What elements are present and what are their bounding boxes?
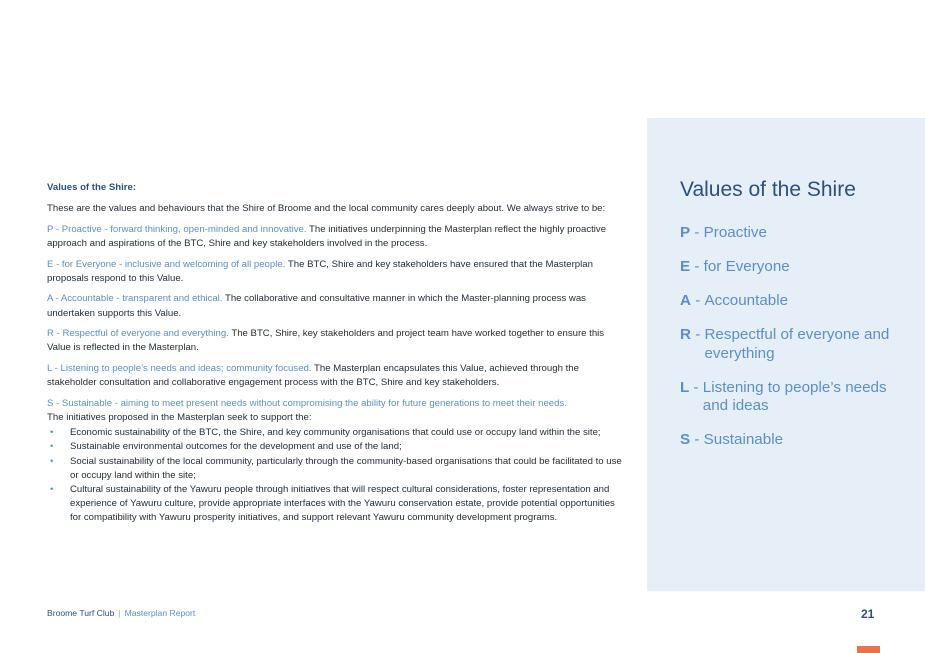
- page-number: 21: [861, 607, 875, 621]
- sidebar-item-everyone: [680, 258, 910, 277]
- value-label: for Everyone: [703, 258, 790, 275]
- value-separator: -: [690, 258, 704, 275]
- list-item: [47, 483, 622, 526]
- value-paragraph-a: [47, 292, 622, 320]
- value-separator: -: [690, 292, 705, 309]
- bullet-icon: •: [50, 455, 54, 467]
- value-separator: -: [690, 431, 704, 448]
- sidebar-value-list: [680, 224, 910, 465]
- list-item-text: Cultural sustainability of the Yawuru people through initiatives that will respect cultural considerations, foster representation and experience of Yawuru culture, provide appropriate interfaces with the Yawuru conservation estate, provide potential opportunities for compatibility with Yawuru prosperity initiatives, and support relevant Yawuru community development programs.: [70, 484, 615, 524]
- sustainability-list: [47, 426, 622, 525]
- value-label: Proactive: [703, 224, 767, 241]
- value-label: Listening to people’s needs and ideas: [702, 378, 887, 414]
- sidebar-item-sustainable: [680, 431, 910, 450]
- sidebar-item-accountable: [680, 292, 910, 311]
- value-text-p: The initiatives underpinning the Masterplan reflect the highly proactive approach and aspirations of the BTC, Shire and key stakeholders involved in the process.: [47, 223, 607, 249]
- main-content: [47, 181, 622, 526]
- list-item-text: Economic sustainability of the BTC, the Shire, and key community organisations that could use or occupy land within the site;: [70, 427, 601, 439]
- value-text-a: The collaborative and consultative manner in which the Master-planning process was undertaken supports this Value.: [47, 293, 586, 319]
- value-paragraph-p: [47, 223, 622, 251]
- values-sidebar: [647, 118, 925, 591]
- value-letter: E: [680, 258, 691, 275]
- value-separator: -: [690, 224, 704, 241]
- value-label: Respectful of everyone and everything: [704, 326, 890, 362]
- value-separator: -: [690, 326, 705, 343]
- value-letter: A: [680, 292, 691, 309]
- sidebar-item-proactive: [680, 224, 910, 243]
- value-paragraph-l: [47, 362, 622, 390]
- value-accent-p: P - Proactive - forward thinking, open-minded and innovative.: [47, 223, 307, 235]
- value-paragraph-e: [47, 258, 622, 286]
- list-item: [47, 455, 622, 483]
- footer-report-title: Masterplan Report: [124, 608, 196, 618]
- value-paragraph-r: [47, 327, 622, 355]
- sidebar-item-listening: [680, 379, 910, 416]
- list-item-text: Sustainable environmental outcomes for the development and use of the land;: [70, 441, 402, 453]
- value-letter: S: [680, 431, 691, 448]
- value-text-s: The initiatives proposed in the Masterplan seek to support the:: [47, 411, 312, 423]
- value-accent-s: S - Sustainable - aiming to meet present needs without compromising the ability for future generations to meet their needs.: [47, 397, 567, 409]
- list-item: [47, 426, 622, 440]
- value-label: Accountable: [704, 292, 789, 309]
- values-heading: Values of the Shire:: [47, 182, 137, 193]
- bullet-icon: •: [50, 484, 54, 495]
- value-accent-l: L - Listening to people’s needs and ideas; community focused.: [47, 362, 312, 374]
- value-text-l: The Masterplan encapsulates this Value, achieved through the stakeholder consultation and collaborative engagement process with the BTC, Shire and key stakeholders.: [47, 362, 579, 389]
- value-letter: R: [680, 326, 691, 343]
- value-accent-a: A - Accountable - transparent and ethical.: [47, 293, 223, 305]
- list-item-text: Social sustainability of the local community, particularly through the community-based organisations that could be facilitated to use or occupy land within the site;: [70, 455, 622, 481]
- value-paragraph-s: [47, 397, 622, 425]
- value-letter: P: [680, 224, 691, 241]
- bullet-icon: •: [50, 427, 54, 439]
- sidebar-title: Values of the Shire: [680, 178, 856, 201]
- page-edge-tab: [857, 646, 880, 653]
- value-separator: -: [689, 378, 703, 396]
- sidebar-item-respectful: [680, 326, 910, 363]
- value-accent-r: R - Respectful of everyone and everything.: [47, 328, 229, 340]
- page-footer: [47, 608, 195, 618]
- bullet-icon: •: [50, 441, 54, 453]
- value-text-e: The BTC, Shire and key stakeholders have ensured that the Masterplan proposals respond to this Value.: [47, 258, 593, 284]
- list-item: [47, 440, 622, 454]
- value-letter: L: [680, 378, 690, 396]
- value-label: Sustainable: [703, 431, 784, 448]
- footer-divider: |: [118, 608, 121, 618]
- intro-paragraph: These are the values and behaviours that the Shire of Broome and the local community cares deeply about. We always strive to be:: [47, 203, 606, 215]
- value-accent-e: E - for Everyone - inclusive and welcoming of all people.: [47, 258, 286, 270]
- value-text-r: The BTC, Shire, key stakeholders and project team have worked together to ensure this Value is reflected in the Masterplan.: [47, 328, 605, 354]
- footer-organisation: Broome Turf Club: [47, 608, 115, 618]
